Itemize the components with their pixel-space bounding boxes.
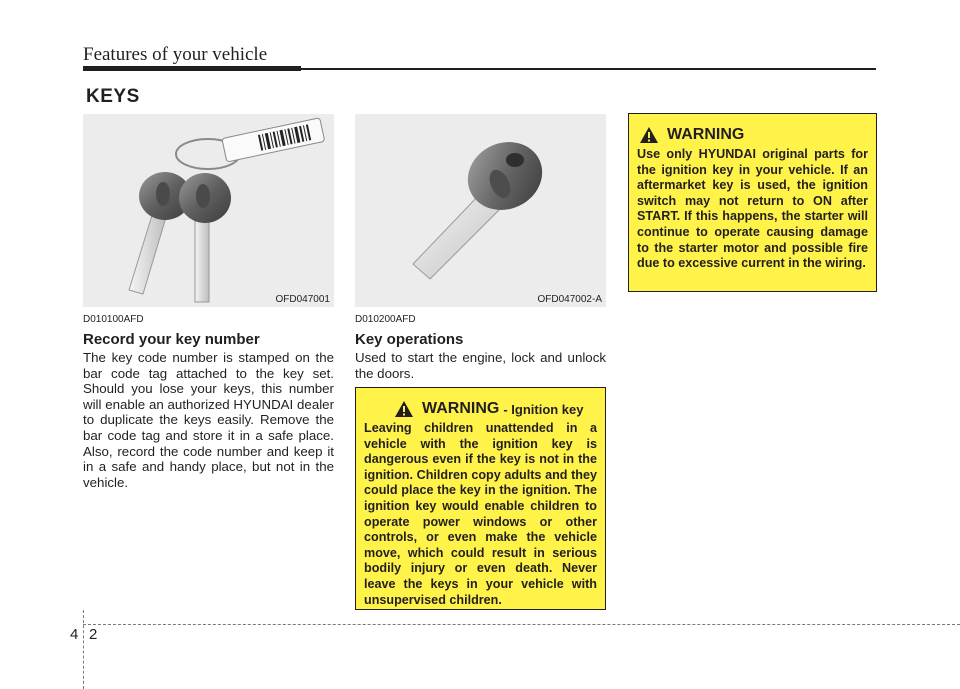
original-parts-warning-box — [628, 113, 877, 292]
original-parts-warning-text: Use only HYUNDAI original parts for the ignition key in your vehicle. If an aftermarket key is used, the ignition switch may not return to ON after START. If this happens, the starter will continue to operate causing damage to the starter motor and possible fire due to excessive current in the wiring. — [637, 147, 868, 271]
key-figure — [355, 114, 606, 307]
running-header: Features of your vehicle — [83, 44, 268, 65]
warning-subtitle: - Ignition key — [503, 401, 584, 417]
chapter-number: 4 — [70, 626, 79, 643]
record-key-number-heading: Record your key number — [83, 331, 260, 348]
warning-triangle-icon — [639, 126, 659, 144]
bar-code-tag — [222, 118, 325, 162]
key-illustration — [355, 114, 606, 307]
figure-caption: OFD047002-A — [537, 294, 602, 305]
header-rule — [301, 68, 876, 70]
warning-header — [394, 400, 584, 418]
warning-header — [639, 126, 744, 144]
record-key-number-text: The key code number is stamped on the bar code tag attached to the key set. Should you lose your keys, this number will enable an authorized HYUNDAI dealer to duplicate the keys easily. Remove the bar code tag and store it in a safe place. Also, record the code number and keep it in a safe and handy place, but not in the vehicle. — [83, 350, 334, 490]
header-bar — [83, 66, 301, 71]
section-code: D010200AFD — [355, 314, 416, 325]
ignition-key-warning-box — [355, 387, 606, 610]
warning-title: WARNING — [667, 126, 745, 143]
key-set-figure — [83, 114, 334, 307]
key-operations-heading: Key operations — [355, 331, 464, 348]
warning-title: WARNING — [422, 400, 500, 417]
page-number: 2 — [89, 626, 98, 643]
footer-rule — [83, 624, 960, 625]
section-title: KEYS — [86, 86, 140, 107]
ignition-key-warning-text: Leaving children unattended in a vehicle with the ignition key is dangerous even if the key is not in the ignition. Children copy adults and they could place the key in the ignition. The ignition key would enable children to operate power windows or other controls, or even make the vehicle move, which could result in serious bodily injury or even death. Never leave the keys in your vehicle with unsupervised children. — [364, 421, 597, 607]
footer-divider — [83, 610, 84, 689]
figure-caption: OFD047001 — [275, 294, 330, 305]
key-set-illustration — [83, 114, 334, 307]
warning-triangle-icon — [394, 400, 414, 418]
section-code: D010100AFD — [83, 314, 144, 325]
key-operations-text: Used to start the engine, lock and unlock the doors. — [355, 350, 606, 381]
